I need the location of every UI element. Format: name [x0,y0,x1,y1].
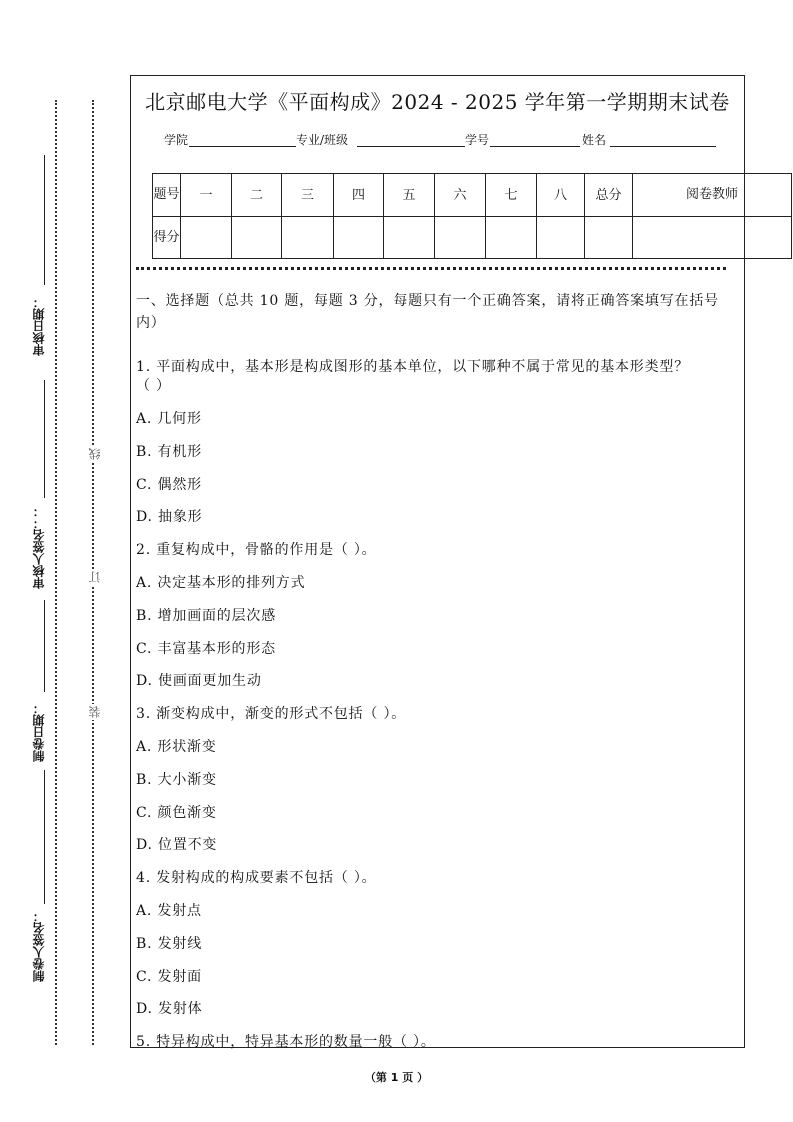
header-cell: 三 [282,174,334,217]
header-cell: 一 [181,174,232,217]
header-cell: 阅卷教师 [633,174,792,217]
preparer-signature-line [44,770,45,904]
score-table [152,173,792,259]
answer-option: B. 发射线 [136,935,202,952]
answer-option: A. 发射点 [136,902,202,919]
binding-mark-xian: 线 [88,448,102,460]
binding-dotted-line-outer [55,100,57,1045]
score-cell[interactable] [181,217,232,259]
question-1-text: 1. 平面构成中，基本形是构成图形的基本单位，以下哪种不属于常见的基本形类型？ [136,359,690,375]
college-field[interactable] [189,146,296,147]
name-label: 姓名 [582,133,607,147]
answer-option: D. 位置不变 [136,837,218,854]
row-label: 得分 [153,217,181,259]
header-cell: 八 [537,174,585,217]
score-table-header-row [153,174,792,217]
major-class-label: 专业/班级 [296,133,349,147]
header-cell: 二 [232,174,282,217]
answer-option: A. 形状渐变 [136,738,217,755]
prepare-date-label: 制卷日期： [32,702,46,762]
dotted-separator [136,267,726,270]
score-cell[interactable] [232,217,282,259]
answer-option: B. 大小渐变 [136,771,217,788]
answer-option: C. 偶然形 [136,476,202,493]
question-content [136,290,736,1059]
score-cell[interactable] [537,217,585,259]
answer-option: A. 决定基本形的排列方式 [136,574,306,591]
question-text: 4. 发射构成的构成要素不包括（ ）。 [136,870,377,887]
score-cell[interactable] [633,217,792,259]
question-1 [136,358,736,396]
question-1-blank: （ ） [136,378,171,394]
page-number: （第 1 页 ） [364,1071,429,1084]
score-cell[interactable] [384,217,435,259]
reviewer-signature-label: 审核人签名：： [32,505,46,589]
binding-mark-zhuang: 装 [88,706,102,718]
answer-option: B. 增加画面的层次感 [136,607,276,624]
answer-option: C. 丰富基本形的形态 [136,640,276,657]
review-date-line [44,155,45,285]
reviewer-signature-line [44,380,45,498]
answer-option: C. 发射面 [136,968,202,985]
header-cell: 题号 [153,174,181,217]
question-lines [136,403,736,1059]
score-cell[interactable] [486,217,537,259]
binding-mark-ding: 订 [88,571,102,583]
answer-option: D. 发射体 [136,1001,203,1018]
preparer-signature-label: 制卷人签名： [32,910,46,982]
answer-option: B. 有机形 [136,443,202,460]
score-cell[interactable] [435,217,486,259]
college-label: 学院 [164,133,189,147]
major-class-field[interactable] [357,146,465,147]
answer-option: C. 颜色渐变 [136,804,217,821]
name-field[interactable] [610,146,716,147]
header-cell: 五 [384,174,435,217]
question-text: 5. 特异构成中，特异基本形的数量一般（ ）。 [136,1034,436,1051]
header-cell: 七 [486,174,537,217]
question-text: 3. 渐变构成中，渐变的形式不包括（ ）。 [136,706,407,723]
header-cell: 四 [334,174,384,217]
prepare-date-line [44,600,45,692]
header-cell: 总分 [585,174,633,217]
score-table-score-row [153,217,792,259]
score-cell[interactable] [282,217,334,259]
answer-option: A. 几何形 [136,411,202,427]
section-heading: 一、选择题（总共 10 题，每题 3 分，每题只有一个正确答案，请将正确答案填写在括号内） [136,293,719,331]
review-date-label: 审核日期： [32,296,46,356]
answer-option: D. 抽象形 [136,509,203,526]
question-text: 2. 重复构成中，骨骼的作用是（ ）。 [136,542,377,559]
student-id-field[interactable] [490,146,580,147]
student-id-label: 学号 [465,133,490,147]
score-cell[interactable] [334,217,384,259]
answer-option: D. 使画面更加生动 [136,673,262,690]
header-cell: 六 [435,174,486,217]
score-cell[interactable] [585,217,633,259]
exam-title: 北京邮电大学《平面构成》2024 - 2025 学年第一学期期末试卷 [145,90,730,114]
